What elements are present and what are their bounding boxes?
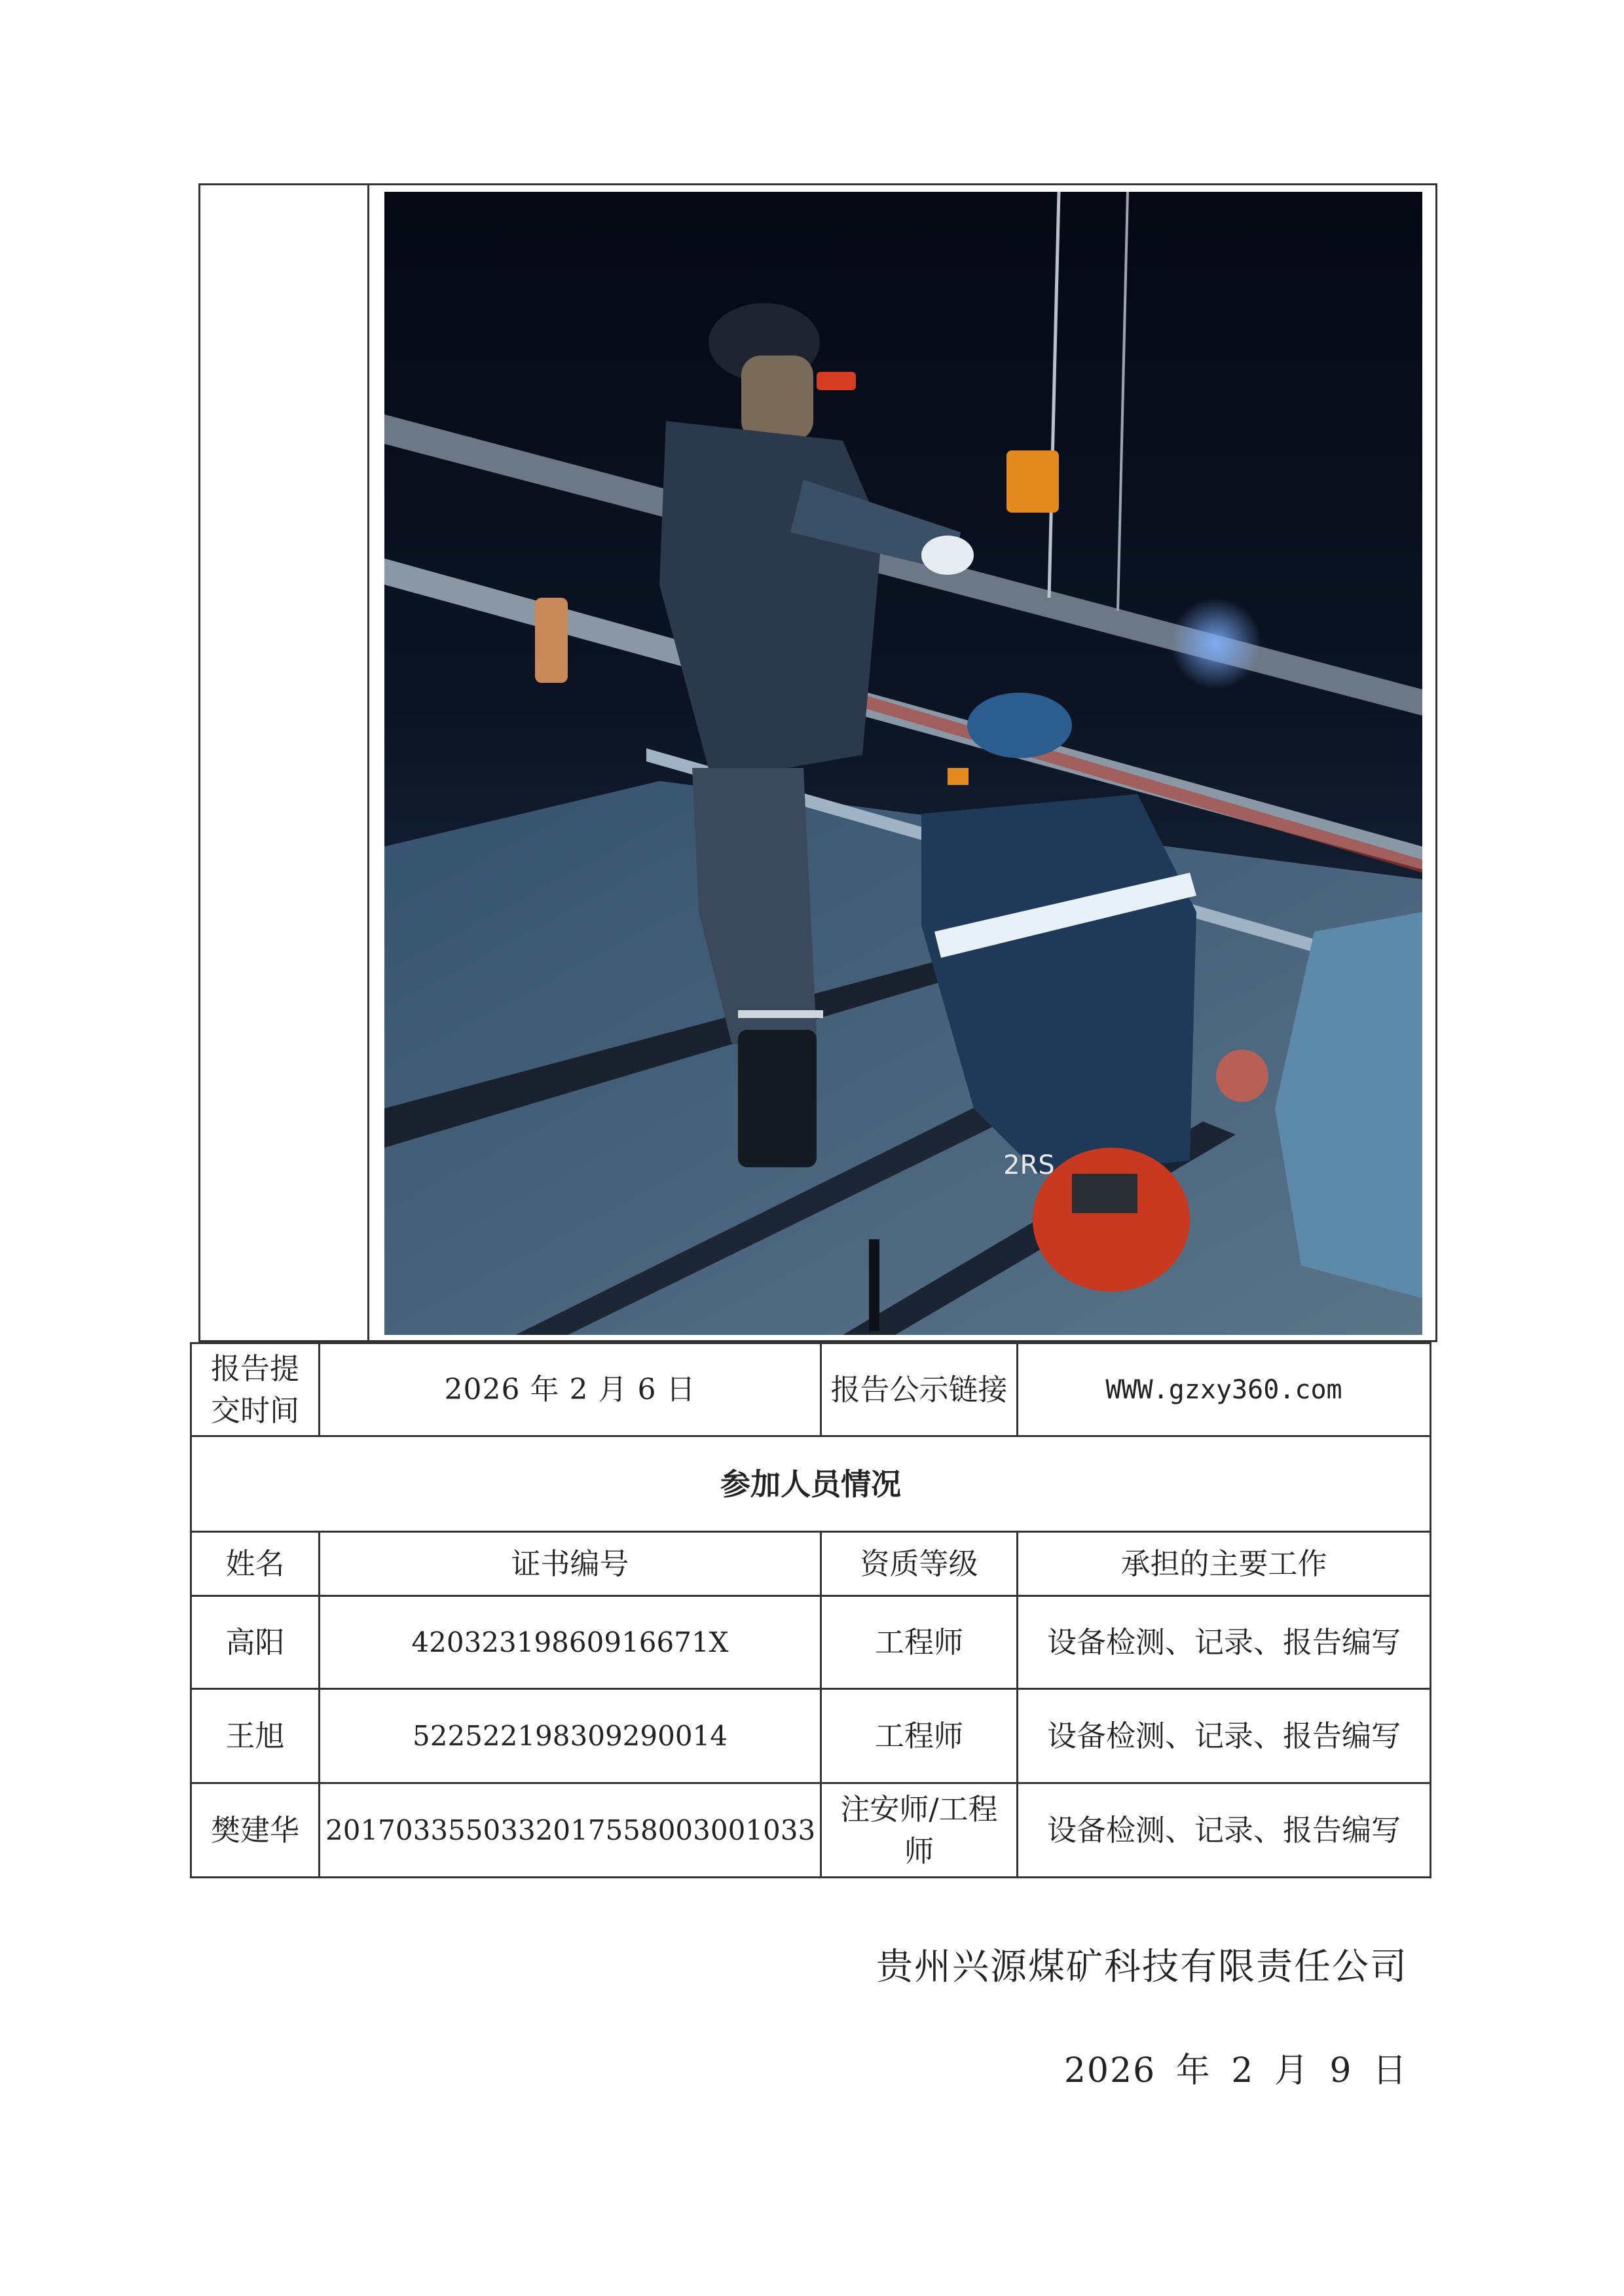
helmet-marking: 2RS [1003, 1150, 1055, 1180]
header-level: 资质等级 [821, 1532, 1018, 1596]
table-header-row [191, 1532, 1431, 1596]
photo-label-cell [200, 185, 369, 1340]
person-level: 工程师 [821, 1689, 1018, 1783]
submit-info-row [191, 1343, 1431, 1436]
site-inspection-photo [384, 192, 1422, 1335]
person-cert: 522522198309290014 [320, 1689, 821, 1783]
person-name: 樊建华 [191, 1783, 320, 1878]
person-cert: 2017033550332017558003001033 [320, 1783, 821, 1878]
table-row [191, 1783, 1431, 1878]
submit-time-value: 2026 年 2 月 6 日 [320, 1343, 821, 1436]
person-cert: 42032319860916671X [320, 1596, 821, 1689]
report-link-value[interactable]: WWW.gzxy360.com [1018, 1343, 1431, 1436]
section-title-row [191, 1436, 1431, 1532]
photo-table-row [198, 183, 1437, 1342]
person-level: 工程师 [821, 1596, 1018, 1689]
company-name: 贵州兴源煤矿科技有限责任公司 [876, 1946, 1408, 1988]
signature-date: 2026 年 2 月 9 日 [1063, 2051, 1408, 2090]
header-cert: 证书编号 [320, 1532, 821, 1596]
person-level: 注安师/工程师 [821, 1783, 1018, 1878]
person-work: 设备检测、记录、报告编写 [1018, 1596, 1431, 1689]
submit-time-label: 报告提交时间 [191, 1343, 320, 1436]
header-name: 姓名 [191, 1532, 320, 1596]
report-info-table [190, 1342, 1431, 1878]
person-name: 高阳 [191, 1596, 320, 1689]
person-work: 设备检测、记录、报告编写 [1018, 1783, 1431, 1878]
person-work: 设备检测、记录、报告编写 [1018, 1689, 1431, 1783]
table-row [191, 1689, 1431, 1783]
personnel-section-title: 参加人员情况 [191, 1436, 1431, 1532]
header-work: 承担的主要工作 [1018, 1532, 1431, 1596]
link-label: 报告公示链接 [821, 1343, 1018, 1436]
person-name: 王旭 [191, 1689, 320, 1783]
mine-shaft-scene-image [384, 192, 1422, 1335]
table-row [191, 1596, 1431, 1689]
